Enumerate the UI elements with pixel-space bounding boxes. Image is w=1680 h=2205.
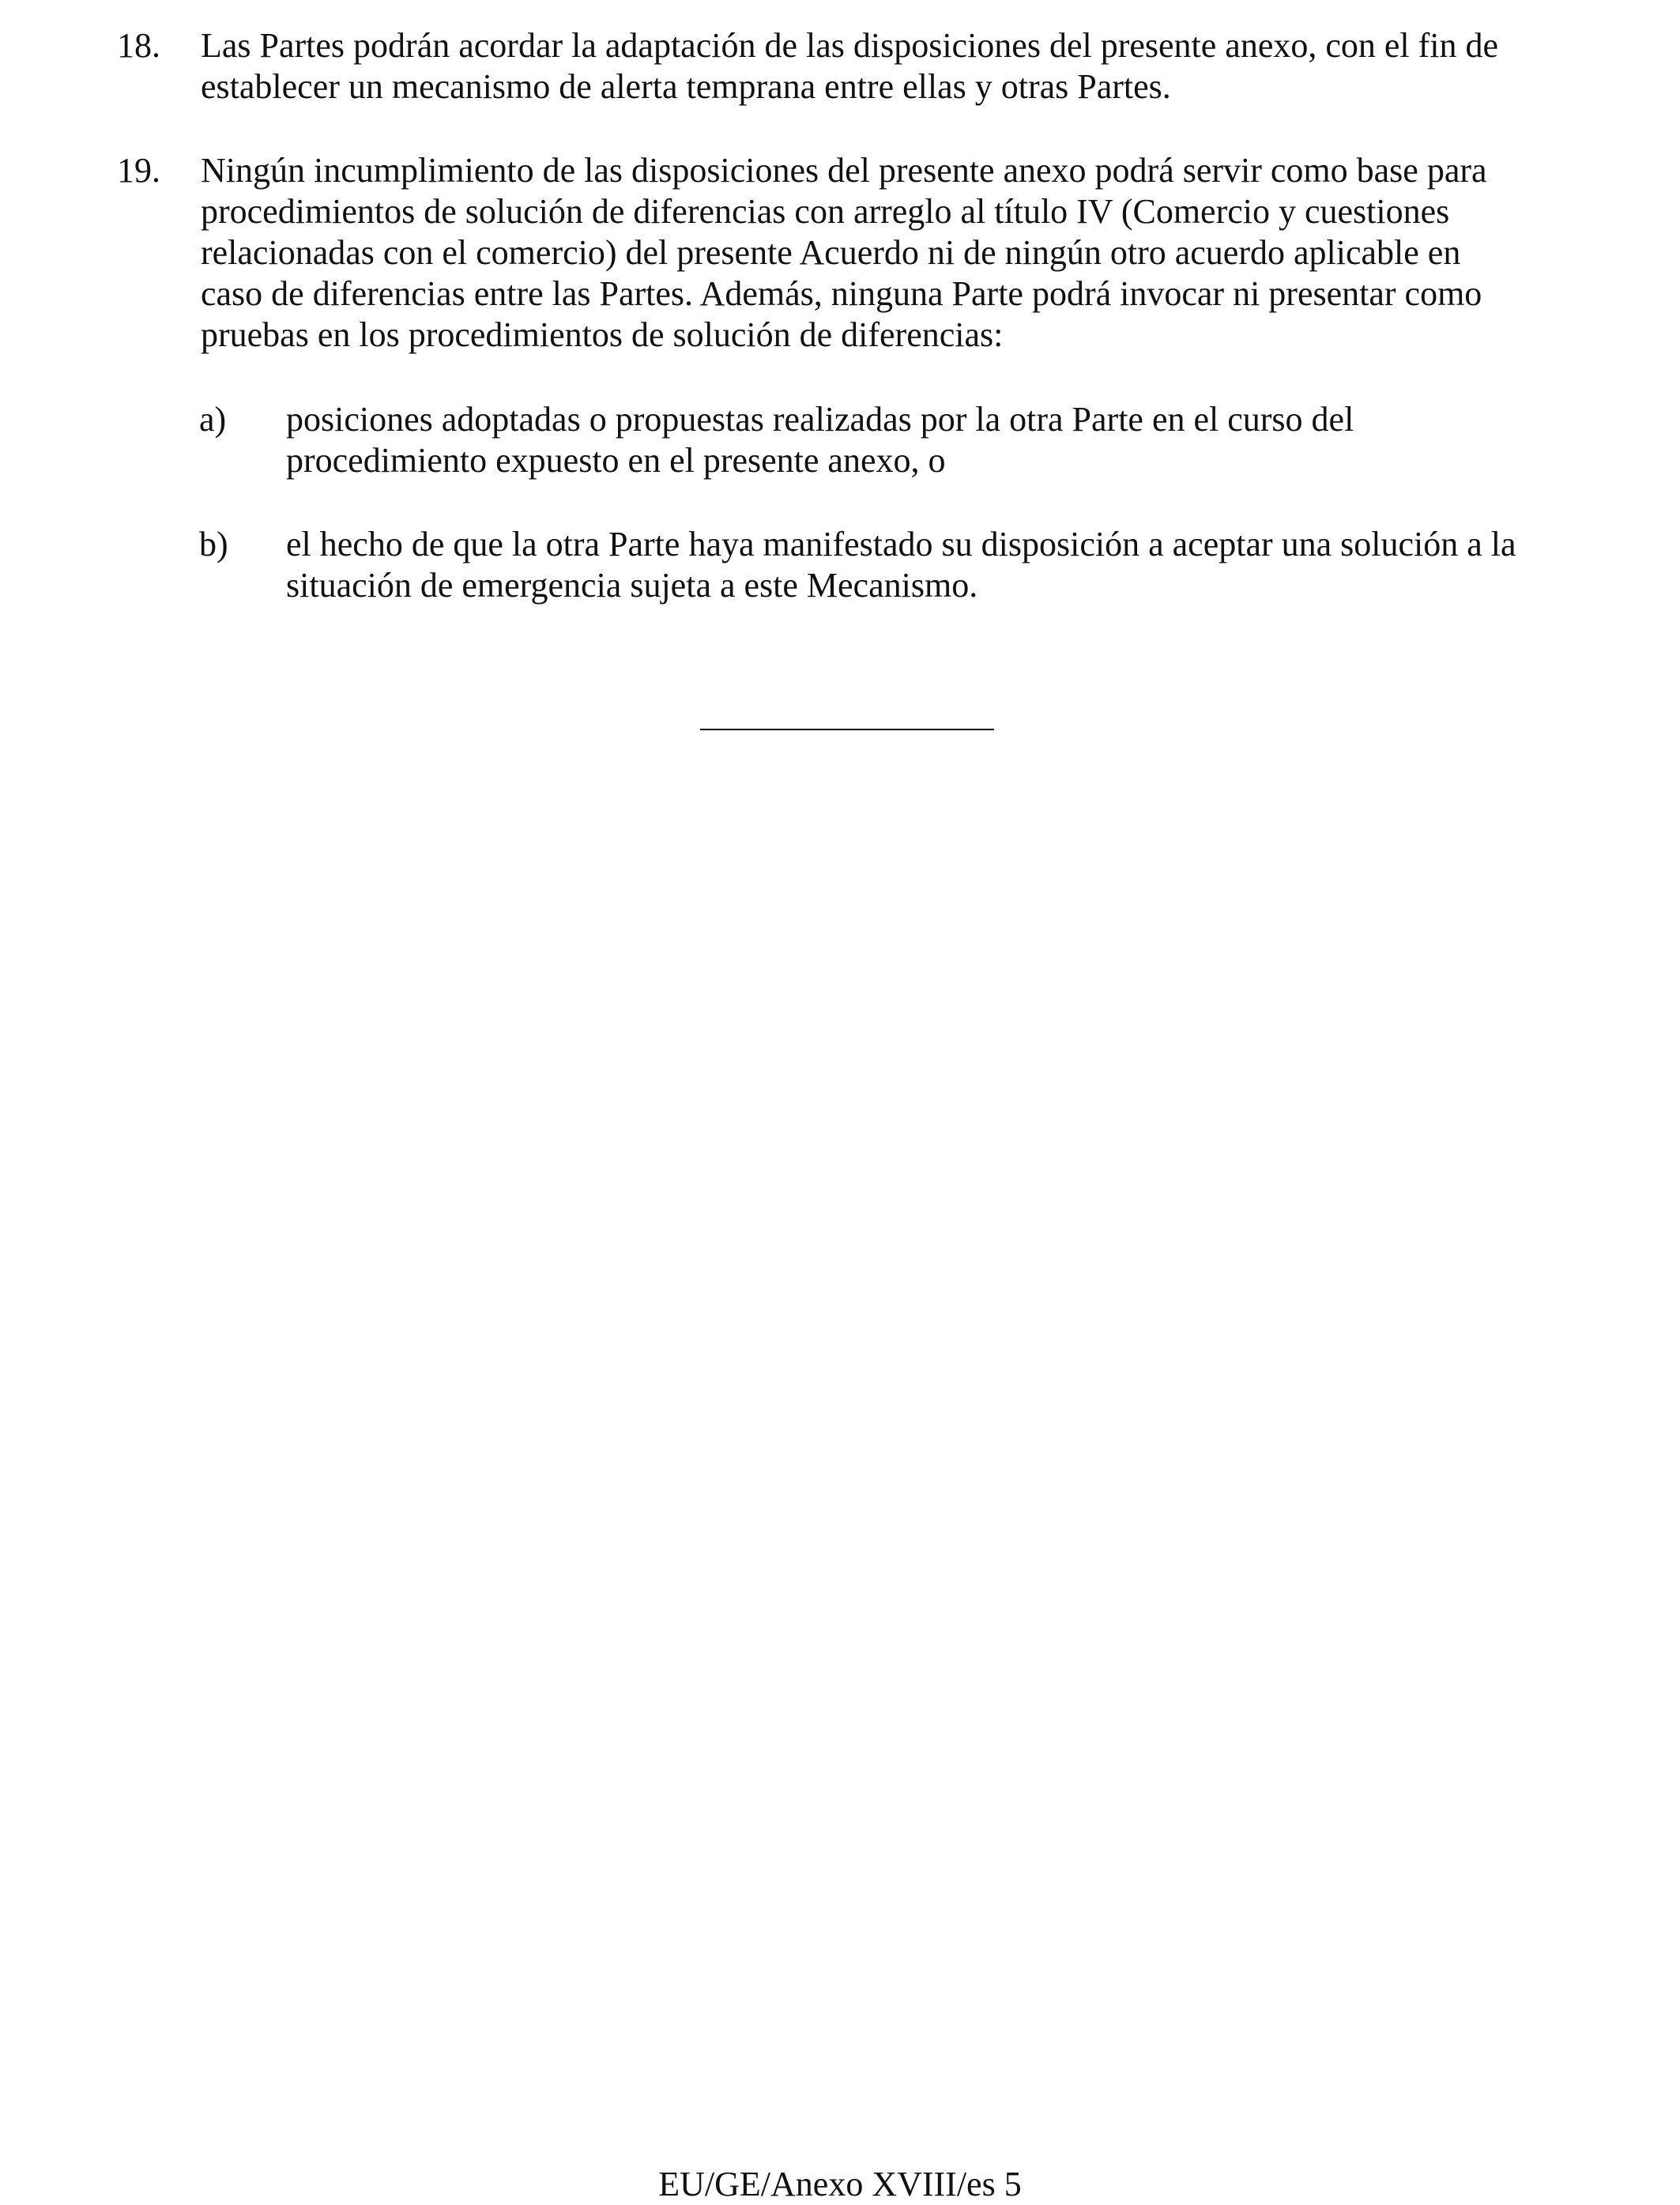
list-item-label: a) (199, 400, 227, 439)
text-line: establecer un mecanismo de alerta temprana entre ellas y otras Partes. (201, 67, 1171, 106)
text-line: relacionadas con el comercio) del presente Acuerdo ni de ningún otro acuerdo aplicable en (201, 233, 1461, 272)
text-line: procedimiento expuesto en el presente anexo, o (286, 441, 946, 480)
paragraph-number: 19. (117, 151, 160, 190)
paragraph-18 (117, 25, 1587, 107)
list-item-label: b) (199, 525, 228, 564)
text-line: Las Partes podrán acordar la adaptación de las disposiciones del presente anexo, con el fin de (201, 26, 1499, 65)
list-item-a (199, 399, 1590, 481)
paragraph-text (201, 25, 1587, 107)
text-line: pruebas en los procedimientos de solución de diferencias: (201, 315, 1004, 354)
text-line: el hecho de que la otra Parte haya manifestado su disposición a aceptar una solución a la (286, 525, 1516, 564)
paragraph-19 (117, 150, 1587, 356)
paragraph-text (201, 150, 1587, 356)
page-footer: EU/GE/Anexo XVIII/es 5 (658, 2165, 1022, 2203)
text-line: situación de emergencia sujeta a este Mecanismo. (286, 566, 978, 605)
text-line: procedimientos de solución de diferencias con arreglo al título IV (Comercio y cuestiones (201, 192, 1450, 231)
paragraph-number: 18. (117, 26, 160, 65)
list-item-b (199, 524, 1590, 606)
end-of-text-rule (700, 729, 994, 730)
text-line: posiciones adoptadas o propuestas realizadas por la otra Parte en el curso del (286, 400, 1354, 439)
list-item-text (286, 524, 1590, 606)
text-line: caso de diferencias entre las Partes. Además, ninguna Parte podrá invocar ni presentar como (201, 274, 1482, 313)
text-line: Ningún incumplimiento de las disposiciones del presente anexo podrá servir como base para (201, 151, 1487, 190)
list-item-text (286, 399, 1590, 481)
